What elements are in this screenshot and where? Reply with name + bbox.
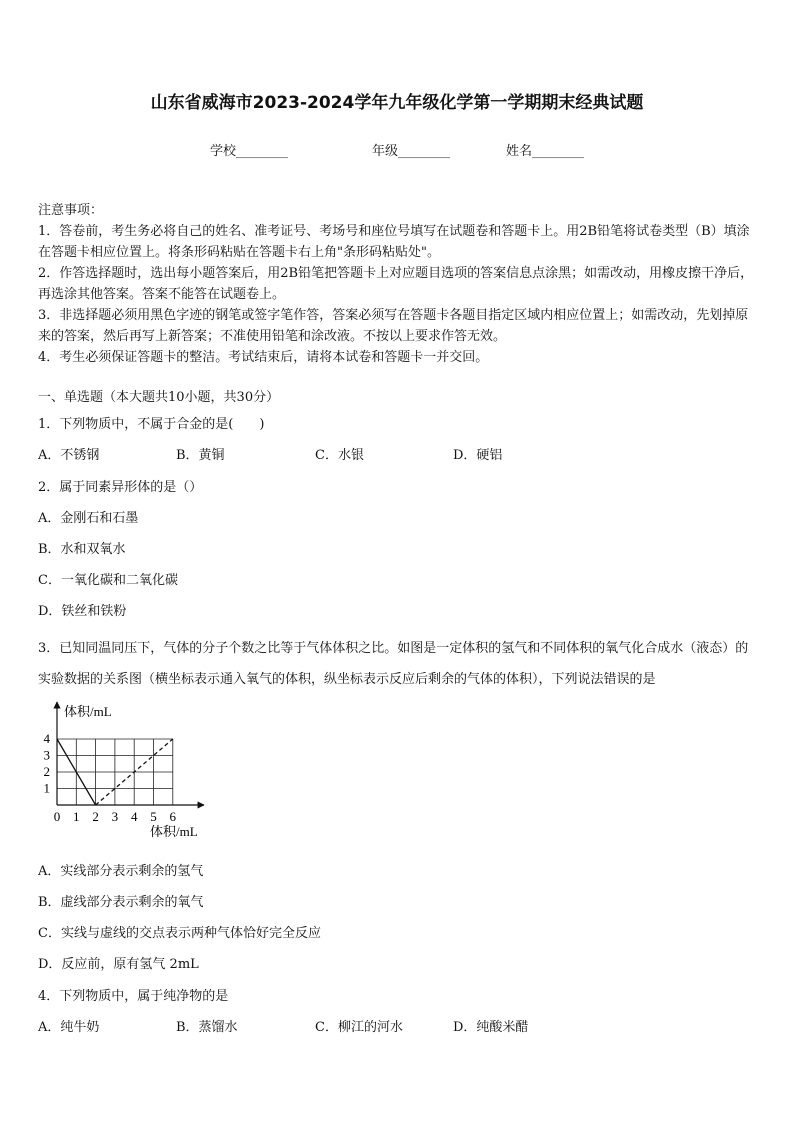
school-field: 学校________	[210, 144, 289, 159]
question-1-option-c: C．水银	[315, 448, 364, 463]
question-2-option-b: B．水和双氧水	[38, 542, 126, 557]
question-4-option-c: C．柳江的河水	[315, 1020, 403, 1035]
question-4-option-a: A．纯牛奶	[38, 1020, 100, 1035]
x-axis-label: 体积/mL	[150, 824, 198, 839]
x-tick-label: 1	[73, 809, 80, 824]
x-tick-label: 5	[150, 809, 157, 824]
chart-grid	[57, 739, 173, 805]
question-4-option-d: D．纯酸米醋	[453, 1020, 529, 1035]
y-tick-label: 3	[43, 747, 50, 763]
question-1-option-d: D．硬铝	[453, 448, 503, 463]
question-4-stem: 4．下列物质中，属于纯净物的是	[38, 989, 229, 1004]
grade-field: 年级________	[372, 144, 451, 159]
y-tick-label: 4	[43, 731, 50, 746]
question-1-stem: 1．下列物质中，不属于合金的是( )	[38, 417, 265, 432]
question-2-option-c: C．一氧化碳和二氧化碳	[38, 573, 178, 588]
question-3-option-a: A．实线部分表示剩余的氢气	[38, 864, 204, 879]
x-tick-label: 3	[111, 809, 119, 824]
volume-chart	[38, 698, 218, 848]
notice-item-3: 3．非选择题必须用黑色字迹的钢笔或签字笔作答，答案必须写在答题卡各题目指定区域内相应位置上；如需改动，先划掉原来的答案，然后再写上新答案；不准使用铅笔和涂改液。不按以上要求作答无效。	[38, 308, 749, 344]
notice-item-4: 4．考生必须保证答题卡的整洁。考试结束后，请将本试卷和答题卡一并交回。	[38, 350, 489, 365]
y-tick-label: 2	[43, 764, 50, 779]
x-tick-label: 4	[130, 809, 138, 824]
question-3-stem: 3．已知同温同压下，气体的分子个数之比等于气体体积之比。如图是一定体积的氢气和不同体积的氧气化合成水（液态）的实验数据的关系图（横坐标表示通入氧气的体积，纵坐标表示反应后剩余的气体的体积），下列说法错误的是	[38, 641, 749, 687]
y-axis-label: 体积/mL	[64, 704, 112, 719]
notice-heading: 注意事项：	[38, 203, 104, 218]
notice-item-1: 1．答卷前，考生务必将自己的姓名、准考证号、考场号和座位号填写在试题卷和答题卡上。用2B铅笔将试卷类型（B）填涂在答题卡相应位置上。将条形码粘贴在答题卡右上角"条形码粘贴处"。	[38, 224, 750, 260]
section-heading: 一、单选题（本大题共10小题，共30分）	[38, 390, 280, 405]
x-tick-label: 0	[53, 809, 61, 824]
question-2-stem: 2．属于同素异形体的是（）	[38, 480, 203, 495]
question-3-option-c: C．实线与虚线的交点表示两种气体恰好完全反应	[38, 926, 321, 941]
question-2-option-a: A．金刚石和石墨	[38, 511, 139, 526]
question-1-option-a: A．不锈钢	[38, 448, 100, 463]
question-3-option-d: D．反应前，原有氢气 2mL	[38, 957, 199, 972]
question-4-option-b: B．蒸馏水	[176, 1020, 238, 1035]
x-tick-label: 2	[92, 809, 99, 824]
notice-item-2: 2．作答选择题时，选出每小题答案后，用2B铅笔把答题卡上对应题目选项的答案信息点涂黑；如需改动，用橡皮擦干净后，再选涂其他答案。答案不能答在试题卷上。	[38, 266, 754, 302]
question-3-option-b: B．虚线部分表示剩余的氧气	[38, 895, 204, 910]
question-2-option-d: D．铁丝和铁粉	[38, 604, 127, 619]
question-1-option-b: B．黄铜	[176, 448, 225, 463]
page-title: 山东省威海市2023-2024学年九年级化学第一学期期末经典试题	[150, 93, 644, 113]
name-field: 姓名________	[506, 144, 585, 159]
y-tick-label: 1	[43, 780, 50, 796]
x-tick-label: 6	[169, 809, 177, 824]
